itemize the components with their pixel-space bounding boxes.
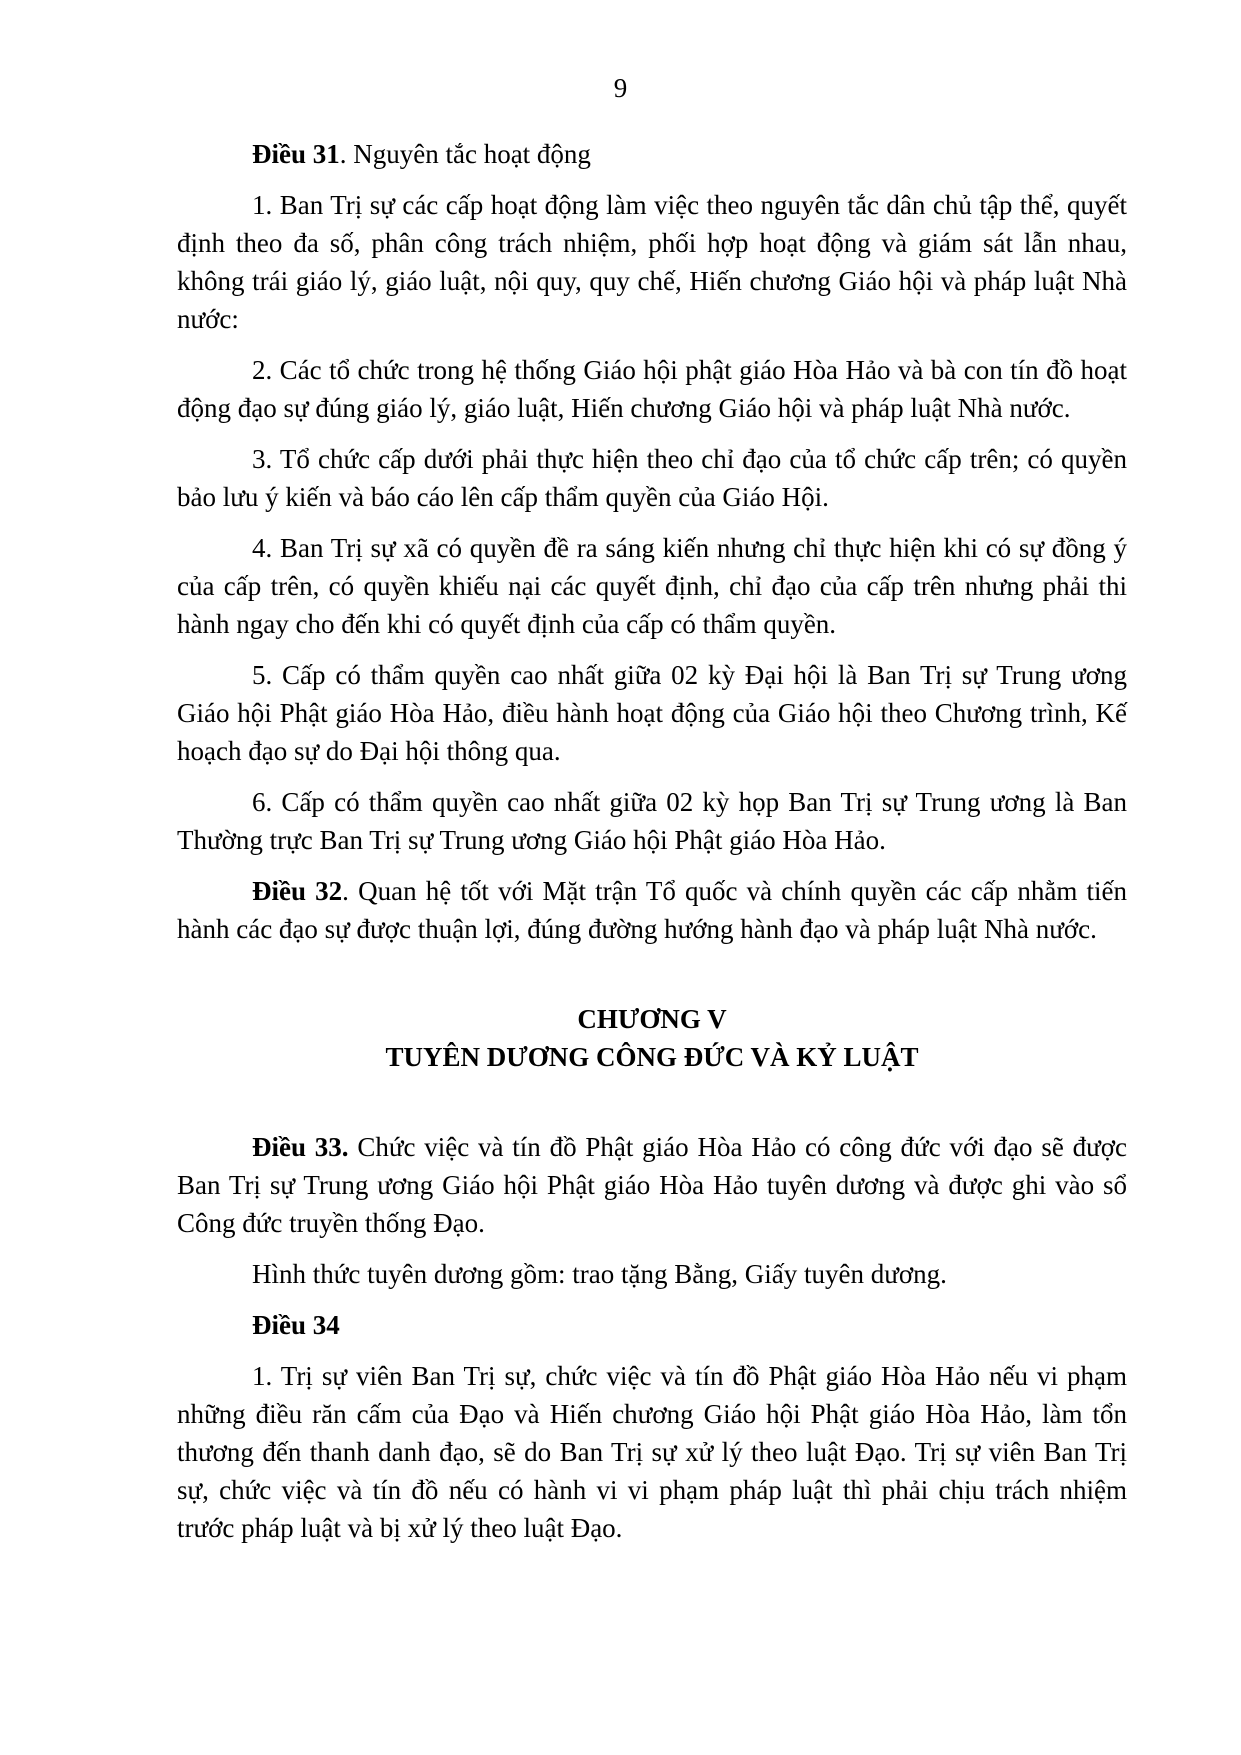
article-33-text: Chức việc và tín đồ Phật giáo Hòa Hảo có công đức với đạo sẽ được Ban Trị sự Trung ương Giáo hội Phật giáo Hòa Hảo tuyên dương và được ghi vào sổ Công đức truyền thống Đạo. [177, 1132, 1127, 1238]
article-31-item-2: 2. Các tổ chức trong hệ thống Giáo hội phật giáo Hòa Hảo và bà con tín đồ hoạt động đạo sự đúng giáo lý, giáo luật, Hiến chương Giáo hội và pháp luật Nhà nước. [177, 355, 1127, 423]
article-33-forms: Hình thức tuyên dương gồm: trao tặng Bằng, Giấy tuyên dương. [252, 1259, 947, 1289]
article-32-text: . Quan hệ tốt với Mặt trận Tổ quốc và chính quyền các cấp nhằm tiến hành các đạo sự được thuận lợi, đúng đường hướng hành đạo và pháp luật Nhà nước. [177, 876, 1127, 944]
page-number: 9 [613, 73, 628, 103]
article-31-item-1: 1. Ban Trị sự các cấp hoạt động làm việc theo nguyên tắc dân chủ tập thể, quyết định theo đa số, phân công trách nhiệm, phối hợp hoạt động và giám sát lẫn nhau, không trái giáo lý, giáo luật, nội quy, quy chế, Hiến chương Giáo hội và pháp luật Nhà nước: [177, 190, 1127, 334]
article-31-heading: Điều 31 [252, 139, 340, 169]
chapter-title: TUYÊN DƯƠNG CÔNG ĐỨC VÀ KỶ LUẬT [385, 1042, 919, 1072]
article-34-item-1: 1. Trị sự viên Ban Trị sự, chức việc và tín đồ Phật giáo Hòa Hảo nếu vi phạm những điều răn cấm của Đạo và Hiến chương Giáo hội Phật giáo Hòa Hảo, làm tổn thương đến thanh danh đạo, sẽ do Ban Trị sự xử lý theo luật Đạo. Trị sự viên Ban Trị sự, chức việc và tín đồ nếu có hành vi vi phạm pháp luật thì phải chịu trách nhiệm trước pháp luật và bị xử lý theo luật Đạo. [177, 1361, 1127, 1543]
article-31-item-4: 4. Ban Trị sự xã có quyền đề ra sáng kiến nhưng chỉ thực hiện khi có sự đồng ý của cấp trên, có quyền khiếu nại các quyết định, chỉ đạo của cấp trên nhưng phải thi hành ngay cho đến khi có quyết định của cấp có thẩm quyền. [177, 533, 1127, 639]
article-33-heading: Điều 33. [252, 1132, 349, 1162]
article-31-item-5: 5. Cấp có thẩm quyền cao nhất giữa 02 kỳ Đại hội là Ban Trị sự Trung ương Giáo hội Phật giáo Hòa Hảo, điều hành hoạt động của Giáo hội theo Chương trình, Kế hoạch đạo sự do Đại hội thông qua. [177, 660, 1127, 766]
chapter-number: CHƯƠNG V [577, 1004, 727, 1034]
article-32-heading: Điều 32 [252, 876, 343, 906]
chapter-heading [177, 1000, 1127, 1076]
article-34-heading: Điều 34 [252, 1310, 340, 1340]
article-34-title [177, 1306, 1127, 1344]
article-31-item-3: 3. Tổ chức cấp dưới phải thực hiện theo chỉ đạo của tổ chức cấp trên; có quyền bảo lưu ý kiến và báo cáo lên cấp thẩm quyền của Giáo Hội. [177, 444, 1127, 512]
article-31-title-text: . Nguyên tắc hoạt động [339, 139, 591, 169]
article-31-title [177, 135, 1127, 173]
article-31-item-6: 6. Cấp có thẩm quyền cao nhất giữa 02 kỳ họp Ban Trị sự Trung ương là Ban Thường trực Ban Trị sự Trung ương Giáo hội Phật giáo Hòa Hảo. [177, 787, 1127, 855]
document-body [177, 135, 1127, 1560]
article-33 [177, 1128, 1127, 1242]
article-32 [177, 872, 1127, 948]
